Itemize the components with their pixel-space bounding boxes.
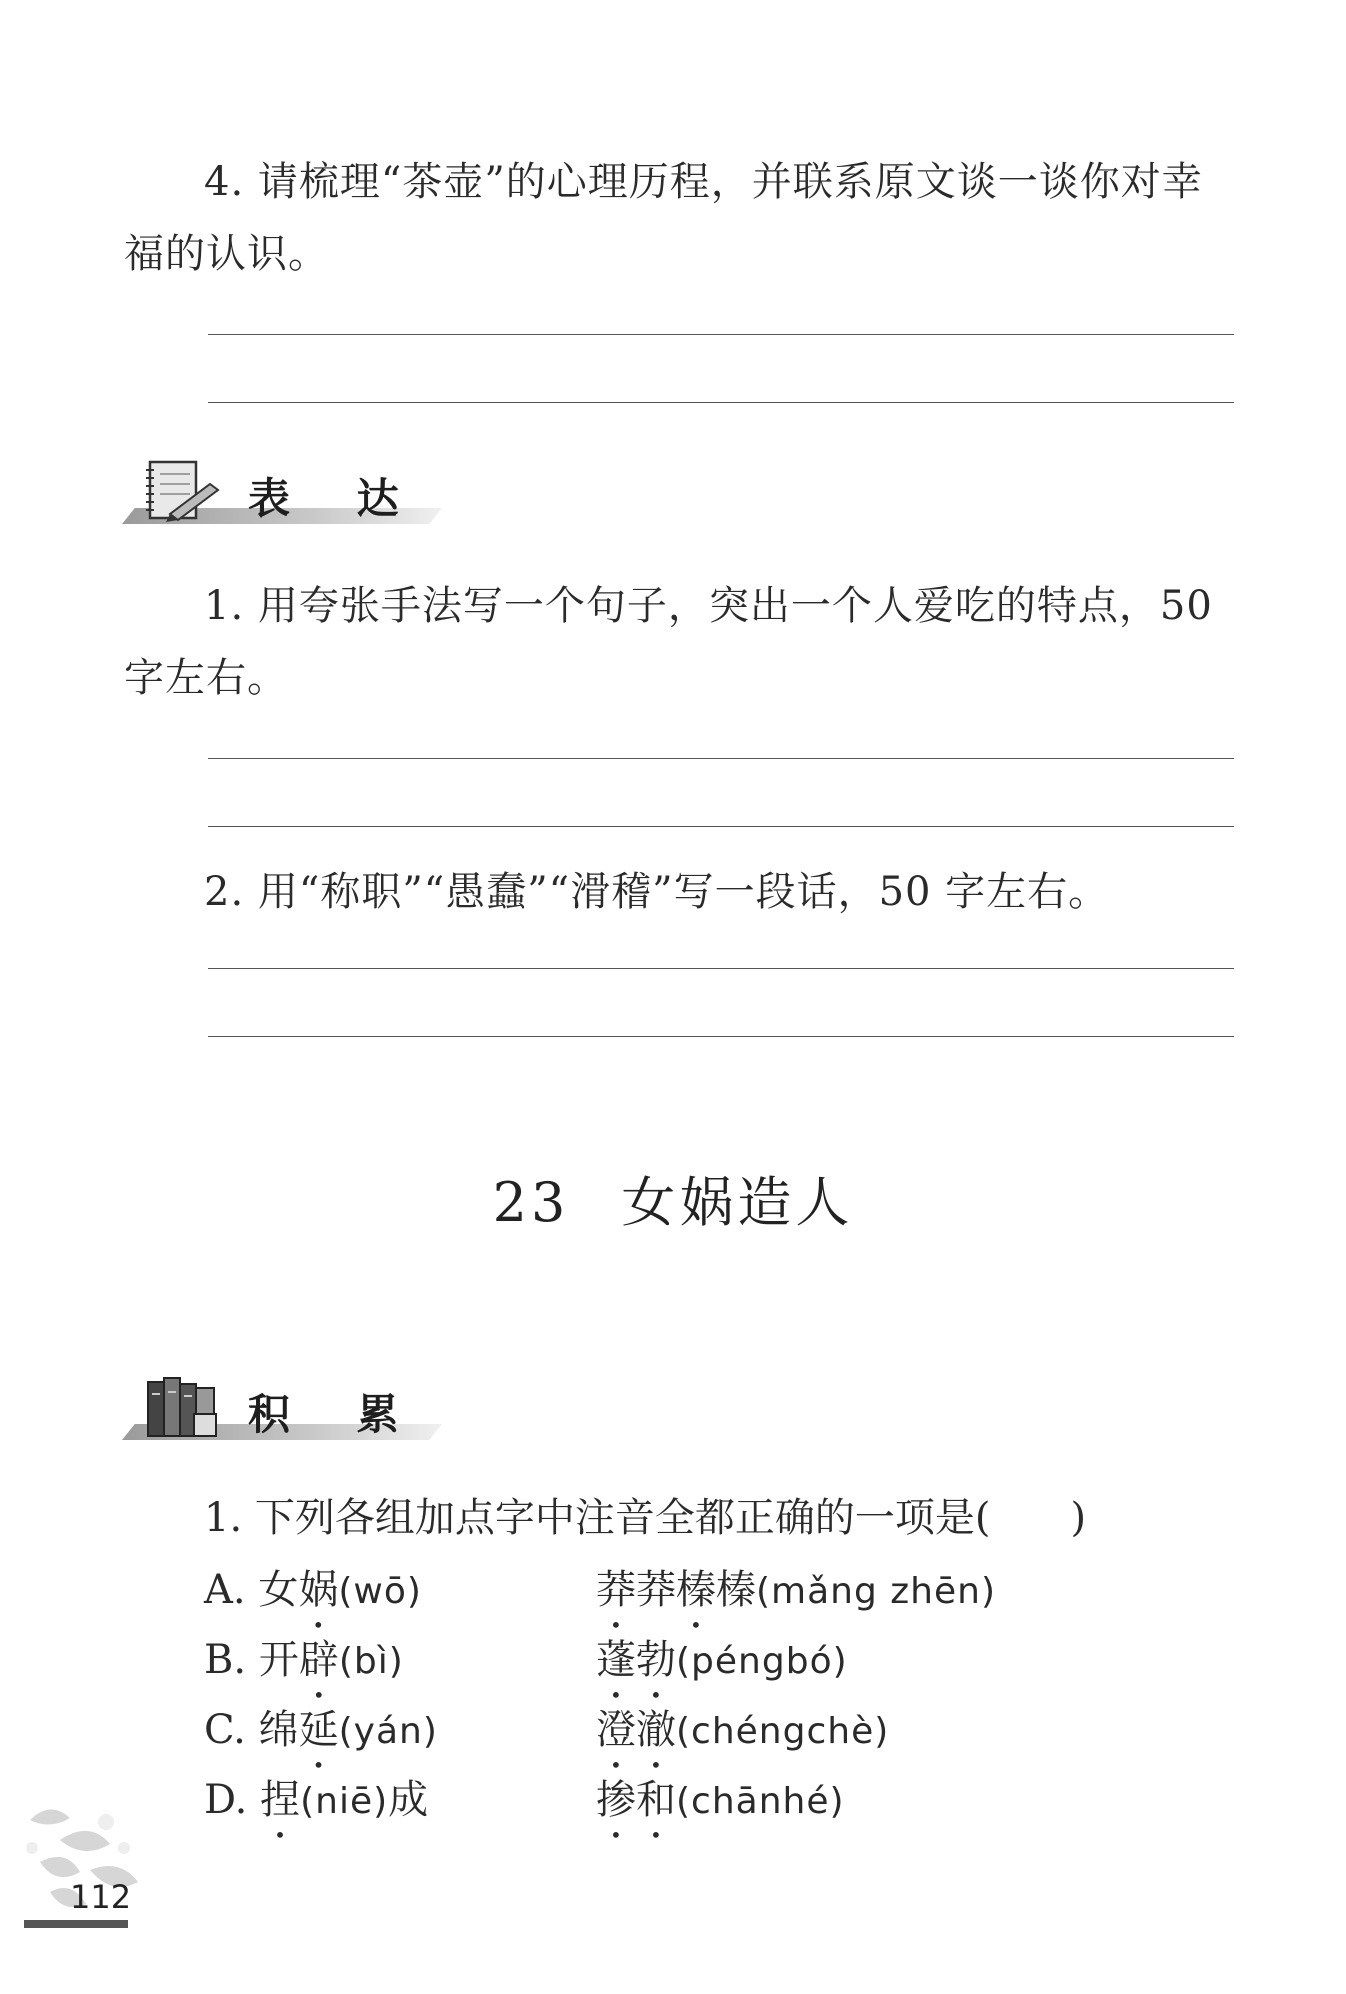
section-header-accumulate — [122, 1374, 442, 1454]
option-a-word-2: 莽莽榛榛(mǎng zhēn) — [596, 1567, 997, 1613]
option-a[interactable]: A. 女娲(wō) — [204, 1567, 422, 1613]
answer-line[interactable] — [208, 968, 1234, 969]
option-b[interactable]: B. 开辟(bì) — [204, 1637, 404, 1683]
page-number-bar — [24, 1920, 128, 1928]
express-question-2: 2. 用“称职”“愚蠢”“滑稽”写一段话，50 字左右。 — [204, 869, 1110, 915]
lesson-heading — [0, 1160, 1346, 1237]
section-header-express — [122, 458, 442, 538]
question-4-text: 4. 请梳理“茶壶”的心理历程，并联系原文谈一谈你对幸福的认识。 — [124, 159, 1203, 277]
lesson-number: 23 — [492, 1171, 570, 1234]
express-question-1: 1. 用夸张手法写一个句子，突出一个人爱吃的特点，50 字左右。 — [124, 583, 1213, 701]
lesson-title: 女娲造人 — [621, 1171, 854, 1234]
page-number: 112 — [70, 1878, 132, 1916]
answer-line[interactable] — [208, 402, 1234, 403]
answer-line[interactable] — [208, 758, 1234, 759]
accumulate-question-1: 1. 下列各组加点字中注音全都正确的一项是( ) — [204, 1495, 1087, 1541]
section-title-accumulate: 积 累 — [248, 1390, 425, 1439]
option-c-word-2: 澄澈(chéngchè) — [596, 1707, 890, 1753]
option-c[interactable]: C. 绵延(yán) — [204, 1707, 438, 1753]
option-b-word-2: 蓬勃(péngbó) — [596, 1637, 848, 1683]
books-icon — [140, 1374, 240, 1440]
answer-line[interactable] — [208, 826, 1234, 827]
notebook-pen-icon — [140, 458, 240, 524]
answer-line[interactable] — [208, 1036, 1234, 1037]
section-title-express: 表 达 — [248, 474, 425, 523]
option-d-word-2: 掺和(chānhé) — [596, 1777, 845, 1823]
answer-line[interactable] — [208, 334, 1234, 335]
option-d[interactable]: D. 捏(niē)成 — [204, 1777, 429, 1823]
